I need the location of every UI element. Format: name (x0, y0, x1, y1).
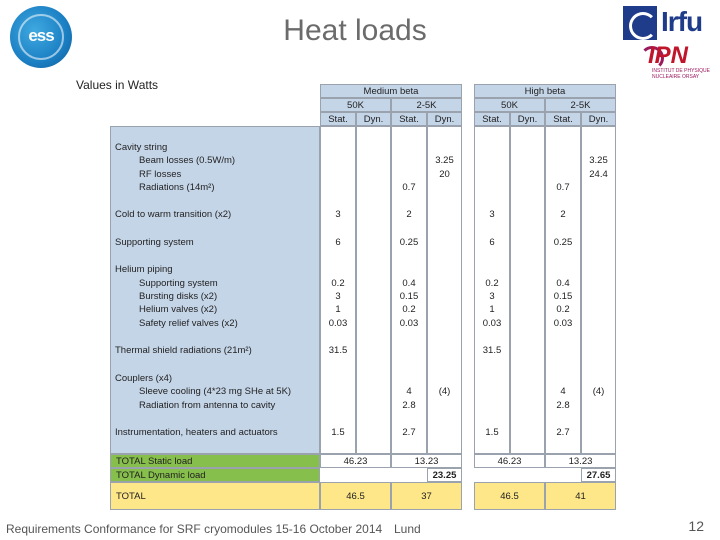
table-cell-value: 0.03 (553, 318, 573, 329)
table-cell-value: 4 (406, 386, 412, 397)
row-label: Radiations (14m²) (139, 182, 215, 193)
table-cell-value: 3 (335, 209, 341, 220)
total-dynamic-value: 23.25 (427, 468, 462, 482)
row-label: Cold to warm transition (x2) (115, 209, 232, 220)
row-label: Bursting disks (x2) (139, 291, 218, 302)
table-cell-value: 2 (560, 209, 566, 220)
row-label: Safety relief valves (x2) (139, 318, 238, 329)
table-cell-value: 0.7 (402, 182, 416, 193)
table-cell-value: 2.7 (556, 427, 570, 438)
table-cell-value: 0.03 (482, 318, 502, 329)
page-number: 12 (688, 518, 704, 534)
row-label: RF losses (139, 169, 182, 180)
row-label: Thermal shield radiations (21m²) (115, 345, 252, 356)
page-title: Heat loads (283, 14, 427, 47)
table-cell-value: 0.7 (556, 182, 570, 193)
irfu-logo-mark (623, 6, 657, 40)
table-cell-value: (4) (438, 386, 451, 397)
row-label: Radiation from antenna to cavity (139, 400, 276, 411)
subcolumn-header: Stat. (474, 112, 510, 126)
temperature-header: 2-5K (545, 98, 616, 112)
temperature-header: 2-5K (391, 98, 462, 112)
table-cell-value: 2.8 (402, 400, 416, 411)
value-column (356, 126, 391, 454)
table-cell-value: 1 (335, 304, 341, 315)
table-cell-value: 0.4 (556, 278, 570, 289)
table-cell-value: 3.25 (435, 155, 454, 166)
group-header: High beta (474, 84, 616, 98)
table-cell-value: 0.2 (556, 304, 570, 315)
table-cell-value: 0.03 (399, 318, 419, 329)
temperature-header: 50K (474, 98, 545, 112)
table-cell-value: 3 (489, 209, 495, 220)
temperature-header: 50K (320, 98, 391, 112)
irfu-logo-text: Irfu (661, 6, 703, 37)
table-cell-value: 6 (335, 237, 341, 248)
table-cell-value: 1.5 (485, 427, 499, 438)
table-cell-value: 6 (489, 237, 495, 248)
subcolumn-header: Stat. (545, 112, 581, 126)
total-static-value: 46.23 (320, 454, 391, 468)
ipn-logo-text: IPN (648, 42, 689, 69)
table-cell-value: 0.25 (553, 237, 573, 248)
table-cell-value: 0.15 (399, 291, 419, 302)
subcolumn-header: Dyn. (356, 112, 391, 126)
table-cell-value: 31.5 (482, 345, 502, 356)
row-label: Instrumentation, heaters and actuators (115, 427, 278, 438)
table-cell-value: 0.4 (402, 278, 416, 289)
table-cell-value: 0.25 (399, 237, 419, 248)
table-cell-value: 2 (406, 209, 412, 220)
table-cell-value: 0.2 (485, 278, 499, 289)
table-cell-value: (4) (592, 386, 605, 397)
row-label: Helium valves (x2) (139, 304, 218, 315)
total-static-value: 13.23 (545, 454, 616, 468)
table-cell-value: 2.8 (556, 400, 570, 411)
footer-text: Requirements Conformance for SRF cryomodules 15-16 October 2014 (6, 522, 383, 536)
row-label: Supporting system (115, 237, 194, 248)
subcolumn-header: Stat. (320, 112, 356, 126)
total-static-value: 13.23 (391, 454, 462, 468)
table-cell-value: 3 (489, 291, 495, 302)
table-cell-value: 0.2 (331, 278, 345, 289)
irfu-logo (623, 6, 715, 42)
total-dynamic-label: TOTAL Dynamic load (110, 468, 320, 482)
table-cell-value: 31.5 (328, 345, 348, 356)
row-label: Couplers (x4) (115, 373, 173, 384)
total-value: 46.5 (474, 482, 545, 510)
row-label: Sleeve cooling (4*23 mg SHe at 5K) (139, 386, 292, 397)
group-header: Medium beta (320, 84, 462, 98)
total-value: 37 (391, 482, 462, 510)
table-cell-value: 24.4 (589, 169, 608, 180)
ess-logo (10, 6, 72, 68)
ess-logo-text: ess (28, 26, 54, 45)
subcolumn-header: Dyn. (510, 112, 545, 126)
total-static-value: 46.23 (474, 454, 545, 468)
table-cell-value: 0.03 (328, 318, 348, 329)
total-label: TOTAL (110, 482, 320, 510)
table-cell-value: 0.15 (553, 291, 573, 302)
row-label: Cavity string (115, 142, 168, 153)
row-label: Beam losses (0.5W/m) (139, 155, 236, 166)
table-cell-value: 1.5 (331, 427, 345, 438)
footer-place: Lund (394, 522, 421, 536)
ipn-logo-subtext: INSTITUT DE PHYSIQUE NUCLEAIRE ORSAY (652, 68, 710, 80)
table-cell-value: 4 (560, 386, 566, 397)
units-note: Values in Watts (76, 78, 159, 92)
total-value: 46.5 (320, 482, 391, 510)
ipn-logo (640, 42, 716, 80)
row-label: Supporting system (139, 278, 218, 289)
table-cell-value: 3.25 (589, 155, 608, 166)
subcolumn-header: Dyn. (581, 112, 616, 126)
table-cell-value: 0.2 (402, 304, 416, 315)
subcolumn-header: Dyn. (427, 112, 462, 126)
table-cell-value: 1 (489, 304, 495, 315)
table-cell-value: 3 (335, 291, 341, 302)
subcolumn-header: Stat. (391, 112, 427, 126)
total-value: 41 (545, 482, 616, 510)
total-static-label: TOTAL Static load (110, 454, 320, 468)
value-column (474, 126, 510, 454)
value-column (510, 126, 545, 454)
total-dynamic-value: 27.65 (581, 468, 616, 482)
row-label: Helium piping (115, 264, 173, 275)
table-cell-value: 2.7 (402, 427, 416, 438)
table-cell-value: 20 (439, 169, 450, 180)
